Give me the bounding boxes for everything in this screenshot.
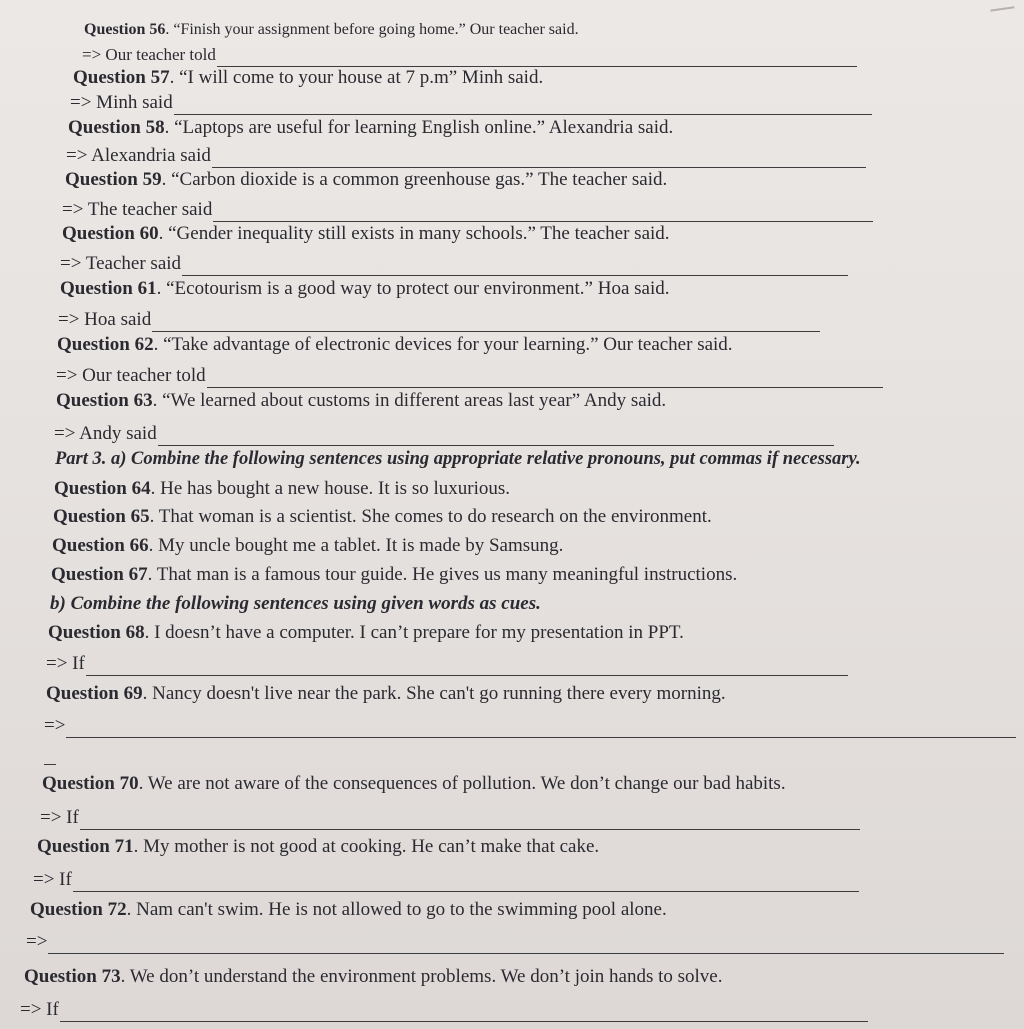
question-label: Question 72 [30,899,127,920]
question-text: . “I will come to your house at 7 p.m” Minh said. [169,67,544,88]
question-text: . “Take advantage of electronic devices for your learning.” Our teacher said. [153,334,733,355]
answer-blank[interactable] [217,48,857,67]
answer-line-68 [46,652,848,676]
question-57 [73,66,543,90]
part-3b-heading: b) Combine the following sentences using given words as cues. [50,593,541,614]
answer-prompt: => Minh said [70,92,173,113]
answer-line-56 [82,43,857,67]
answer-prompt: => Our teacher told [82,45,216,64]
part-3a-heading: Part 3. a) Combine the following sentences using appropriate relative pronouns, put commas if necessary. [55,449,861,469]
answer-blank[interactable] [86,657,848,676]
question-label: Question 61 [60,278,157,299]
question-label: Question 57 [73,67,170,88]
answer-blank[interactable] [182,257,848,276]
answer-blank[interactable] [73,873,859,892]
question-label: Question 63 [56,390,153,411]
answer-blank[interactable] [207,369,883,388]
answer-blank[interactable] [212,149,866,168]
answer-line-57 [70,91,872,115]
answer-prompt: => If [33,869,72,890]
question-64 [54,477,510,501]
question-62 [57,333,733,357]
question-67 [51,563,737,587]
question-label: Question 69 [46,683,143,704]
question-text: . “We learned about customs in different areas last year” Andy said. [152,390,667,411]
question-label: Question 73 [24,966,121,987]
question-text: . I doesn’t have a computer. I can’t prepare for my presentation in PPT. [144,622,684,643]
answer-prompt: => The teacher said [62,199,213,220]
answer-line-70 [40,806,860,830]
answer-line-61 [58,308,820,332]
question-58 [68,116,673,140]
answer-line-73 [20,998,868,1022]
question-text: . Nam can't swim. He is not allowed to go to the swimming pool alone. [126,899,667,920]
answer-line-58 [66,144,866,168]
answer-prompt: => If [20,999,59,1020]
question-72 [30,898,667,922]
question-text: . That woman is a scientist. She comes to do research on the environment. [149,506,712,527]
question-text: . My uncle bought me a tablet. It is made by Samsung. [148,535,564,556]
question-label: Question 67 [51,564,148,585]
question-text: . “Finish your assignment before going home.” Our teacher said. [165,21,579,38]
answer-prompt: => If [46,653,85,674]
answer-blank[interactable] [213,203,873,222]
answer-blank[interactable] [48,935,1004,954]
answer-line-62 [56,364,883,388]
answer-prompt: => Hoa said [58,309,152,330]
question-69 [46,682,726,706]
question-61 [60,277,669,301]
question-text: . That man is a famous tour guide. He gives us many meaningful instructions. [147,564,738,585]
question-65 [53,505,712,529]
answer-line-63 [54,422,834,446]
answer-prompt: => Alexandria said [66,145,211,166]
question-56 [84,18,579,42]
question-71 [37,835,599,859]
answer-blank[interactable] [66,719,1016,738]
answer-line-71 [33,868,859,892]
question-label: Question 64 [54,478,151,499]
question-label: Question 70 [42,773,139,794]
answer-line-59 [62,198,873,222]
question-label: Question 68 [48,622,145,643]
question-59 [65,168,667,192]
answer-prompt: => Andy said [54,423,157,444]
question-label: Question 62 [57,334,154,355]
answer-blank[interactable] [152,313,820,332]
question-68 [48,621,684,645]
answer-blank[interactable] [80,811,860,830]
answer-prompt: => If [40,807,79,828]
question-73 [24,965,722,989]
question-text: . Nancy doesn't live near the park. She can't go running there every morning. [142,683,726,704]
answer-line-60 [60,252,848,276]
question-66 [52,534,563,558]
answer-prompt: => Teacher said [60,253,182,274]
question-text: . “Ecotourism is a good way to protect our environment.” Hoa said. [156,278,670,299]
question-text: . “Gender inequality still exists in many schools.” The teacher said. [158,223,670,244]
answer-blank[interactable] [158,427,834,446]
question-60 [62,222,670,246]
question-label: Question 58 [68,117,165,138]
question-text: . We are not aware of the consequences of pollution. We don’t change our bad habits. [138,773,786,794]
answer-line-69 [44,714,1016,738]
question-text: . We don’t understand the environment problems. We don’t join hands to solve. [120,966,723,987]
question-text: . “Laptops are useful for learning English online.” Alexandria said. [164,117,674,138]
question-text: . “Carbon dioxide is a common greenhouse gas.” The teacher said. [161,169,668,190]
answer-line-72 [26,930,1004,954]
answer-blank[interactable] [174,96,872,115]
question-label: Question 56 [84,21,166,38]
question-text: . He has bought a new house. It is so luxurious. [150,478,510,499]
question-text: . My mother is not good at cooking. He can’t make that cake. [133,836,600,857]
question-label: Question 59 [65,169,162,190]
answer-prompt: => Our teacher told [56,365,206,386]
question-label: Question 66 [52,535,149,556]
pen-mark-icon [990,0,1015,11]
question-label: Question 65 [53,506,150,527]
answer-prompt: => [44,715,66,736]
answer-prompt: => [26,931,48,952]
question-63 [56,389,666,413]
question-70 [42,772,786,796]
question-label: Question 71 [37,836,134,857]
question-label: Question 60 [62,223,159,244]
stray-mark [44,764,56,765]
answer-blank[interactable] [60,1003,868,1022]
